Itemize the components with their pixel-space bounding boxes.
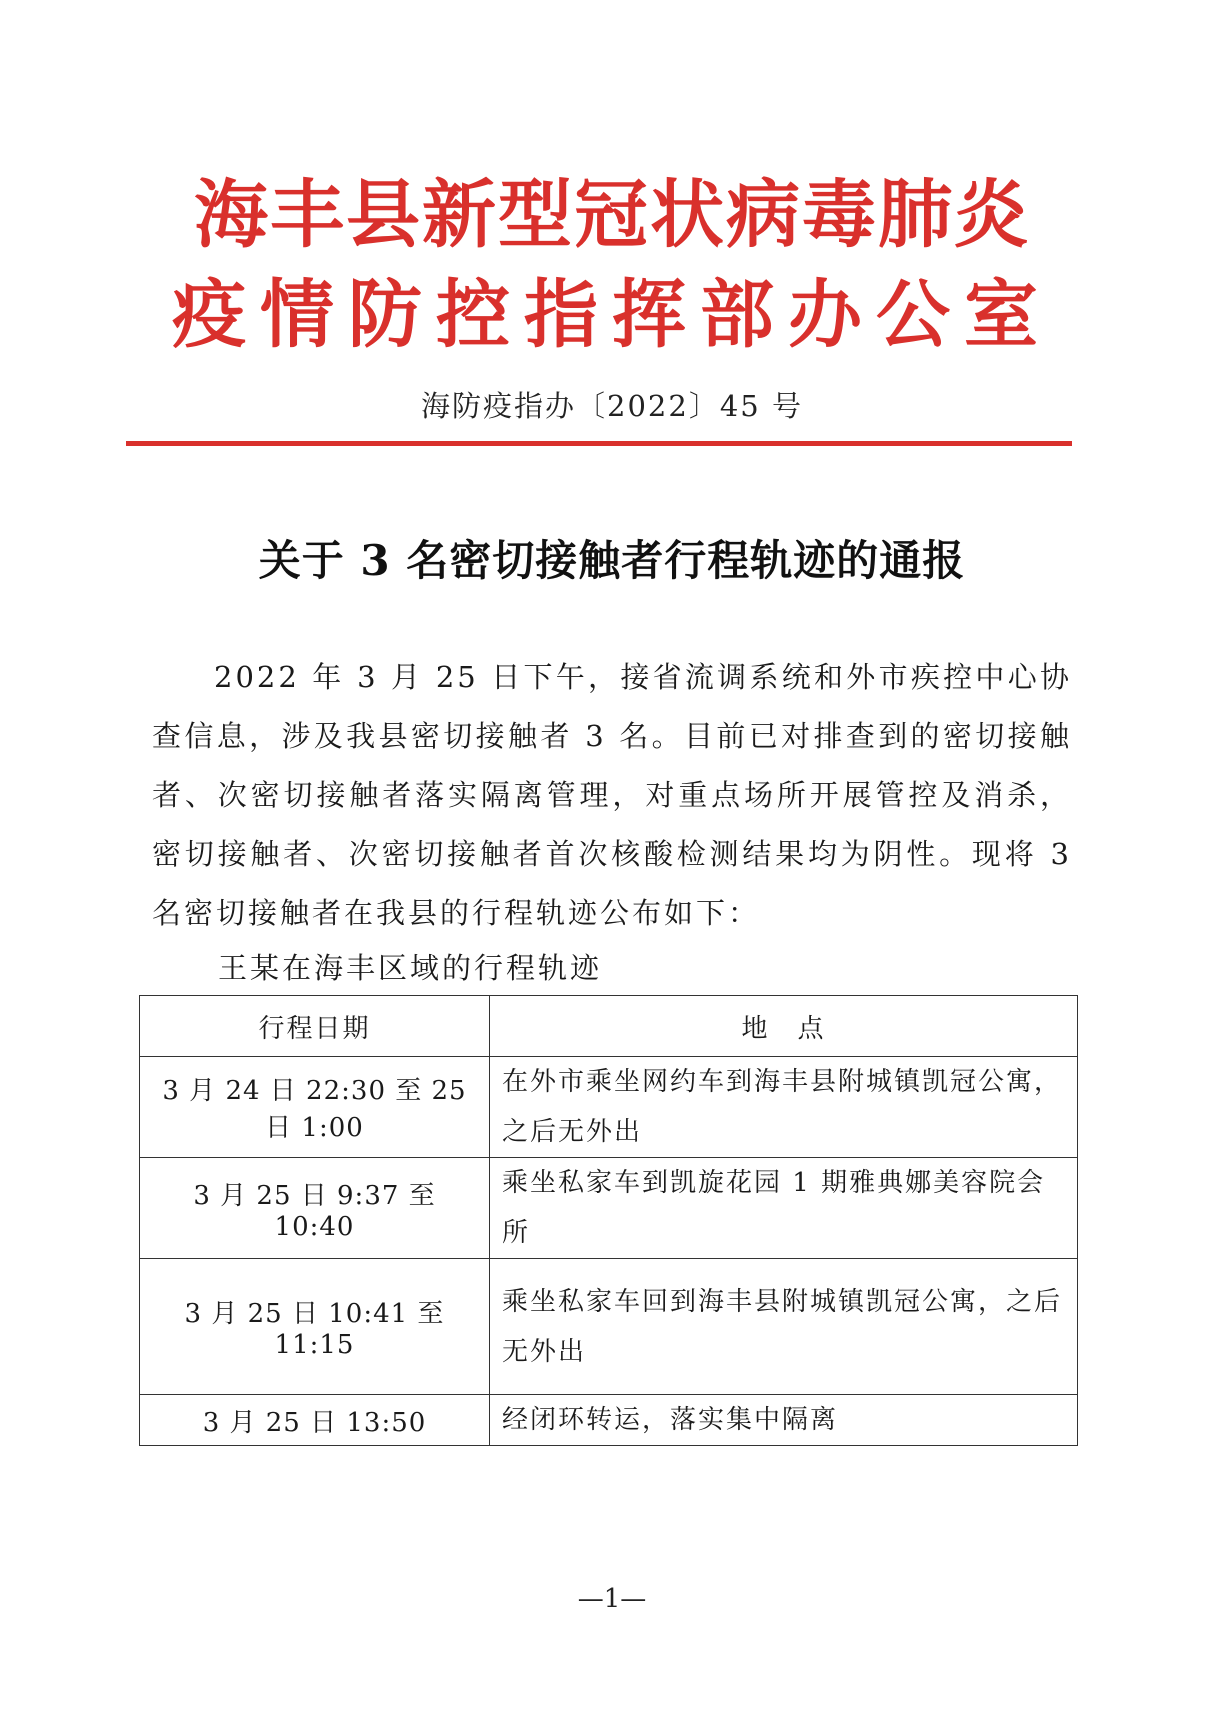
- trip-date-cell: 3 月 24 日 22:30 至 25 日 1:00: [140, 1057, 490, 1158]
- notice-body-paragraph: 2022 年 3 月 25 日下午，接省流调系统和外市疾控中心协查信息，涉及我县密切接触者 3 名。目前已对排查到的密切接触者、次密切接触者落实隔离管理，对重点场所开展管控及消杀，密切接触者、次密切接触者首次核酸检测结果均为阴性。现将 3 名密切接触者在我县的行程轨迹公布如下：: [152, 660, 1072, 930]
- table-caption: 王某在海丰区域的行程轨迹: [218, 951, 603, 985]
- trip-date-cell: 3 月 25 日 13:50: [140, 1395, 490, 1446]
- trip-place-cell: 在外市乘坐网约车到海丰县附城镇凯冠公寓，之后无外出: [490, 1057, 1078, 1158]
- column-header-place: 地 点: [490, 996, 1078, 1057]
- trip-place-cell: 乘坐私家车到凯旋花园 1 期雅典娜美容院会所: [490, 1158, 1078, 1259]
- table-header-row: [140, 996, 1078, 1057]
- column-header-date: 行程日期: [140, 996, 490, 1057]
- notice-title: 关于 3 名密切接触者行程轨迹的通报: [258, 536, 966, 585]
- page-number: —1—: [577, 1584, 647, 1614]
- table-row: [140, 1395, 1078, 1446]
- trip-place-cell: 经闭环转运，落实集中隔离: [490, 1395, 1078, 1446]
- table-row: [140, 1057, 1078, 1158]
- red-divider-line: [126, 441, 1072, 446]
- table-row: [140, 1158, 1078, 1259]
- itinerary-table: [139, 995, 1078, 1446]
- office-title-line-1: 海丰县新型冠状病毒肺炎: [194, 172, 1030, 258]
- trip-date-cell: 3 月 25 日 10:41 至 11:15: [140, 1259, 490, 1395]
- office-title-line-2: 疫情防控指挥部办公室: [172, 272, 1052, 358]
- document-number: 海防疫指办〔2022〕45 号: [421, 389, 803, 423]
- table-row: [140, 1259, 1078, 1395]
- trip-place-cell: 乘坐私家车回到海丰县附城镇凯冠公寓，之后无外出: [490, 1259, 1078, 1395]
- trip-date-cell: 3 月 25 日 9:37 至 10:40: [140, 1158, 490, 1259]
